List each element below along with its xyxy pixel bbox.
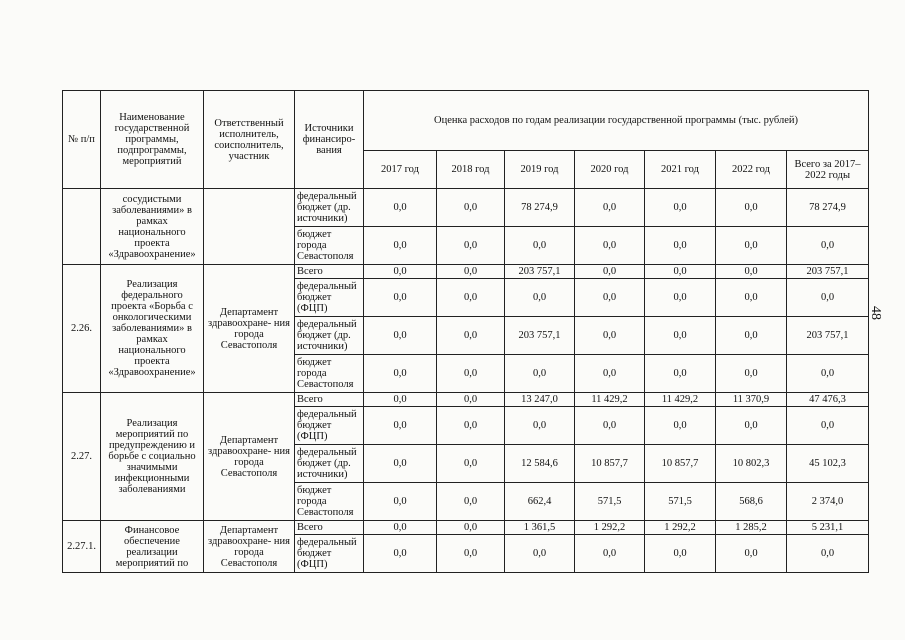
row-year-value: 0,0 — [505, 407, 575, 445]
row-year-value: 0,0 — [437, 317, 505, 355]
row-year-value: 0,0 — [505, 355, 575, 393]
table-row — [63, 265, 869, 279]
row-year-value: 11 370,9 — [716, 393, 787, 407]
row-total-value: 0,0 — [787, 407, 869, 445]
row-total-value: 203 757,1 — [787, 265, 869, 279]
row-year-value: 13 247,0 — [505, 393, 575, 407]
row-source: бюджет города Севастополя — [295, 483, 364, 521]
header-year: 2022 год — [716, 151, 787, 189]
row-year-value: 0,0 — [364, 227, 437, 265]
row-year-value: 0,0 — [575, 317, 645, 355]
row-total-value: 78 274,9 — [787, 189, 869, 227]
row-year-value: 1 292,2 — [645, 521, 716, 535]
header-num: № п/п — [63, 91, 101, 189]
header-year: 2019 год — [505, 151, 575, 189]
row-year-value: 0,0 — [437, 393, 505, 407]
table-body — [63, 189, 869, 573]
row-name: Реализация мероприятий по предупреждению и борьбе с социально значимыми инфекционными заболеваниями — [101, 393, 204, 521]
header-year: 2020 год — [575, 151, 645, 189]
row-year-value: 1 361,5 — [505, 521, 575, 535]
row-year-value: 0,0 — [575, 265, 645, 279]
row-source: Всего — [295, 393, 364, 407]
row-year-value: 12 584,6 — [505, 445, 575, 483]
row-year-value: 0,0 — [716, 355, 787, 393]
row-year-value: 0,0 — [645, 535, 716, 573]
row-year-value: 0,0 — [437, 227, 505, 265]
row-year-value: 0,0 — [364, 535, 437, 573]
row-year-value: 0,0 — [364, 445, 437, 483]
row-year-value: 0,0 — [645, 265, 716, 279]
row-responsible: Департамент здравоохране- ния города Севастополя — [204, 521, 295, 573]
row-responsible — [204, 189, 295, 265]
row-year-value: 662,4 — [505, 483, 575, 521]
row-year-value: 1 292,2 — [575, 521, 645, 535]
row-responsible: Департамент здравоохране- ния города Севастополя — [204, 265, 295, 393]
row-year-value: 0,0 — [364, 483, 437, 521]
row-year-value: 0,0 — [437, 521, 505, 535]
row-source: Всего — [295, 265, 364, 279]
row-year-value: 0,0 — [645, 317, 716, 355]
row-year-value: 0,0 — [437, 265, 505, 279]
row-year-value: 0,0 — [575, 227, 645, 265]
row-year-value: 203 757,1 — [505, 265, 575, 279]
header-name: Наименование государственной программы, подпрограммы, мероприятий — [101, 91, 204, 189]
row-year-value: 571,5 — [575, 483, 645, 521]
row-year-value: 0,0 — [645, 407, 716, 445]
row-source: федеральный бюджет (др. источники) — [295, 189, 364, 227]
row-num: 2.26. — [63, 265, 101, 393]
row-year-value: 203 757,1 — [505, 317, 575, 355]
row-year-value: 0,0 — [645, 355, 716, 393]
row-source: бюджет города Севастополя — [295, 355, 364, 393]
row-year-value: 0,0 — [364, 265, 437, 279]
row-year-value: 11 429,2 — [575, 393, 645, 407]
row-source: федеральный бюджет (ФЦП) — [295, 407, 364, 445]
row-year-value: 78 274,9 — [505, 189, 575, 227]
row-year-value: 0,0 — [437, 355, 505, 393]
row-year-value: 0,0 — [364, 317, 437, 355]
row-total-value: 0,0 — [787, 227, 869, 265]
row-year-value: 0,0 — [575, 355, 645, 393]
row-total-value: 2 374,0 — [787, 483, 869, 521]
row-year-value: 0,0 — [364, 407, 437, 445]
row-name: сосудистыми заболеваниями» в рамках национального проекта «Здравоохранение» — [101, 189, 204, 265]
table-row — [63, 189, 869, 227]
row-total-value: 45 102,3 — [787, 445, 869, 483]
row-year-value: 0,0 — [364, 189, 437, 227]
row-num — [63, 189, 101, 265]
row-year-value: 0,0 — [645, 189, 716, 227]
table-row — [63, 393, 869, 407]
row-year-value: 0,0 — [437, 407, 505, 445]
header-estimate: Оценка расходов по годам реализации государственной программы (тыс. рублей) — [364, 91, 869, 151]
table-row — [63, 521, 869, 535]
row-total-value: 47 476,3 — [787, 393, 869, 407]
row-year-value: 571,5 — [645, 483, 716, 521]
row-year-value: 0,0 — [505, 535, 575, 573]
header-responsible: Ответственный исполнитель, соисполнитель, участник — [204, 91, 295, 189]
row-total-value: 5 231,1 — [787, 521, 869, 535]
header-total: Всего за 2017–2022 годы — [787, 151, 869, 189]
row-year-value: 0,0 — [364, 393, 437, 407]
row-year-value: 10 857,7 — [645, 445, 716, 483]
row-year-value: 0,0 — [364, 355, 437, 393]
row-source: федеральный бюджет (др. источники) — [295, 317, 364, 355]
row-year-value: 0,0 — [645, 227, 716, 265]
row-year-value: 11 429,2 — [645, 393, 716, 407]
row-year-value: 0,0 — [437, 279, 505, 317]
page-number: 48 — [868, 306, 883, 320]
header-year: 2018 год — [437, 151, 505, 189]
row-year-value: 0,0 — [437, 445, 505, 483]
row-total-value: 0,0 — [787, 355, 869, 393]
row-year-value: 0,0 — [437, 189, 505, 227]
row-year-value: 0,0 — [364, 279, 437, 317]
row-source: Всего — [295, 521, 364, 535]
row-year-value: 10 857,7 — [575, 445, 645, 483]
row-source: бюджет города Севастополя — [295, 227, 364, 265]
row-year-value: 0,0 — [437, 535, 505, 573]
row-year-value: 0,0 — [645, 279, 716, 317]
budget-table — [62, 90, 869, 573]
row-year-value: 1 285,2 — [716, 521, 787, 535]
row-year-value: 0,0 — [716, 535, 787, 573]
row-year-value: 0,0 — [575, 535, 645, 573]
row-year-value: 0,0 — [505, 227, 575, 265]
header-year: 2021 год — [645, 151, 716, 189]
row-year-value: 10 802,3 — [716, 445, 787, 483]
row-num: 2.27.1. — [63, 521, 101, 573]
row-year-value: 0,0 — [716, 279, 787, 317]
row-year-value: 0,0 — [575, 189, 645, 227]
row-name: Реализация федерального проекта «Борьба с онкологическими заболеваниями» в рамках национального проекта «Здравоохранение» — [101, 265, 204, 393]
row-name: Финансовое обеспечение реализации мероприятий по — [101, 521, 204, 573]
header-sources: Источники финансиро- вания — [295, 91, 364, 189]
row-year-value: 0,0 — [716, 317, 787, 355]
row-year-value: 0,0 — [364, 521, 437, 535]
row-source: федеральный бюджет (ФЦП) — [295, 279, 364, 317]
row-year-value: 0,0 — [716, 265, 787, 279]
row-year-value: 0,0 — [575, 279, 645, 317]
row-year-value: 0,0 — [575, 407, 645, 445]
row-responsible: Департамент здравоохране- ния города Севастополя — [204, 393, 295, 521]
row-year-value: 0,0 — [505, 279, 575, 317]
row-year-value: 0,0 — [716, 189, 787, 227]
row-total-value: 0,0 — [787, 535, 869, 573]
row-year-value: 568,6 — [716, 483, 787, 521]
row-num: 2.27. — [63, 393, 101, 521]
row-year-value: 0,0 — [437, 483, 505, 521]
row-total-value: 203 757,1 — [787, 317, 869, 355]
row-source: федеральный бюджет (ФЦП) — [295, 535, 364, 573]
header-year: 2017 год — [364, 151, 437, 189]
row-year-value: 0,0 — [716, 407, 787, 445]
row-source: федеральный бюджет (др. источники) — [295, 445, 364, 483]
row-total-value: 0,0 — [787, 279, 869, 317]
row-year-value: 0,0 — [716, 227, 787, 265]
